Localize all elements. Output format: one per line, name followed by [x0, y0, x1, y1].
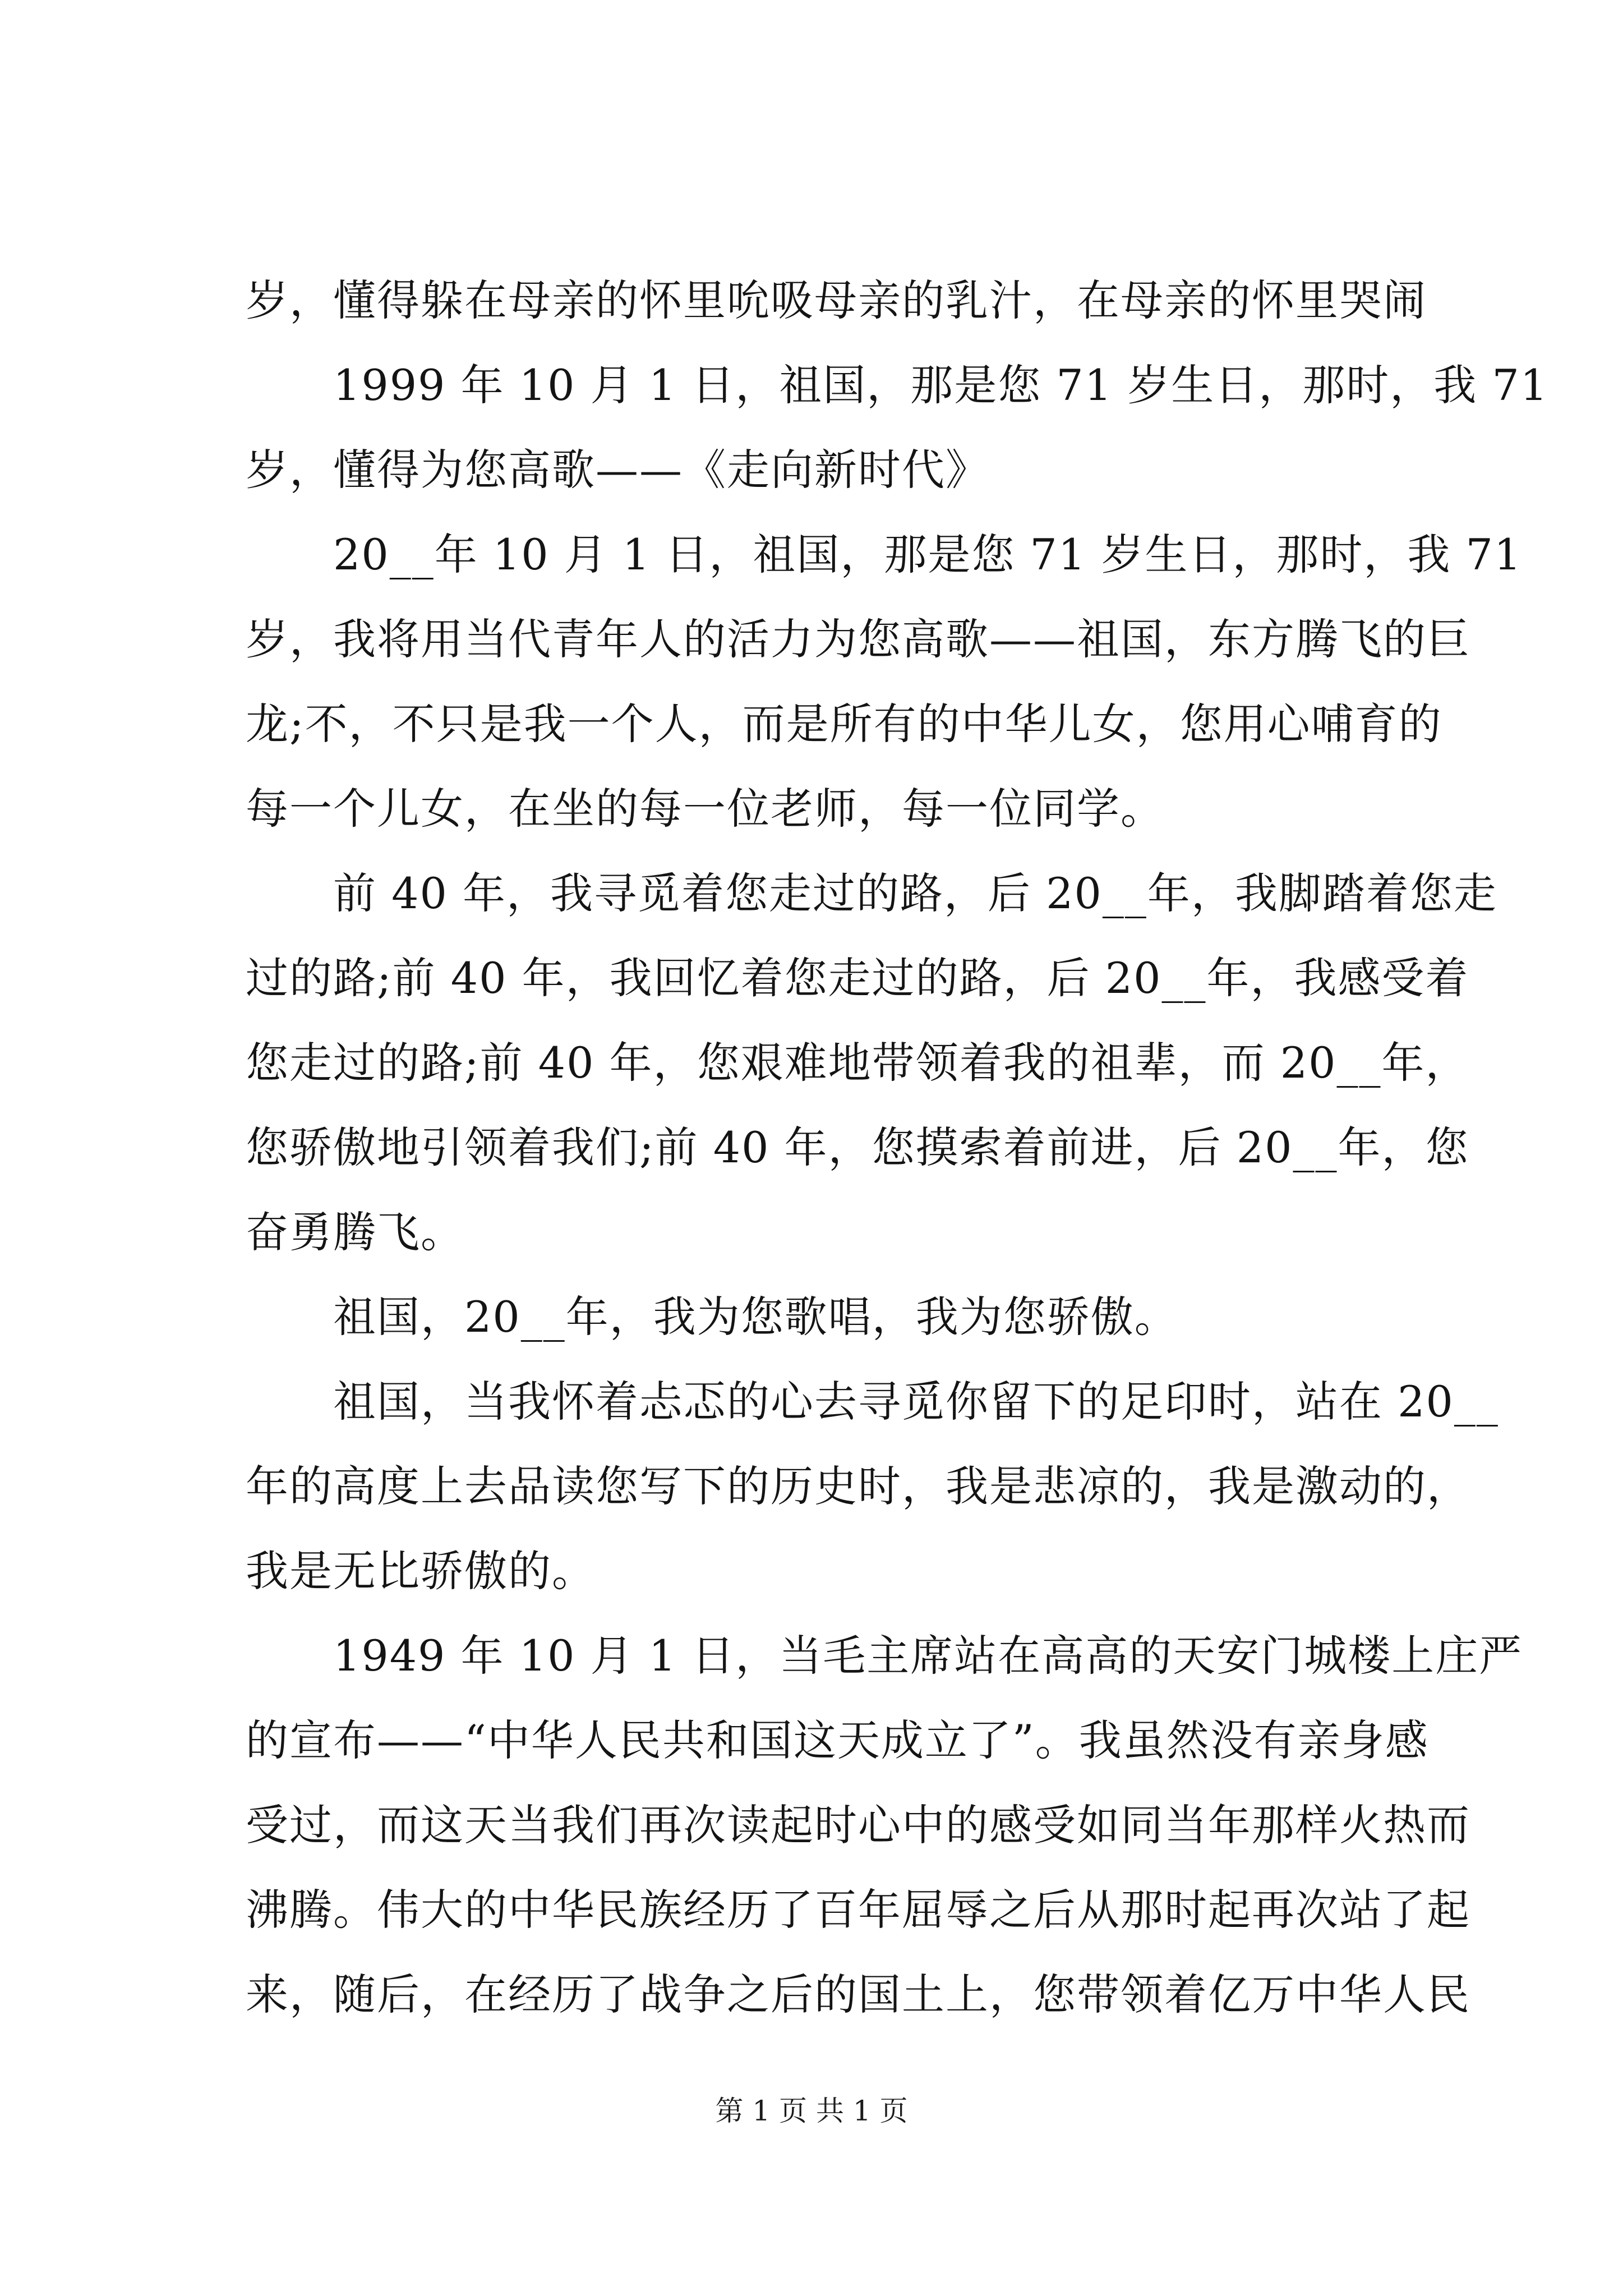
text-line: 的宣布——“中华人民共和国这天成立了”。我虽然没有亲身感: [246, 1715, 1429, 1765]
text-line: 您骄傲地引领着我们;前 40 年，您摸索着前进，后 20__年，您: [246, 1122, 1469, 1172]
text-line: 1949 年 10 月 1 日，当毛主席站在高高的天安门城楼上庄严: [246, 1631, 1523, 1681]
text-line: 沸腾。伟大的中华民族经历了百年屈辱之后从那时起再次站了起: [246, 1885, 1470, 1935]
text-line: 您走过的路;前 40 年，您艰难地带领着我的祖辈，而 20__年，: [246, 1038, 1469, 1088]
text-line: 我是无比骄傲的。: [246, 1546, 596, 1596]
text-line: 年的高度上去品读您写下的历史时，我是悲凉的，我是激动的，: [246, 1461, 1470, 1511]
text-line: 每一个儿女，在坐的每一位老师，每一位同学。: [246, 784, 1164, 834]
body-text: [246, 258, 1549, 2037]
text-line: 1999 年 10 月 1 日，祖国，那是您 71 岁生日，那时，我 71: [246, 360, 1549, 410]
text-line: 龙;不，不只是我一个人，而是所有的中华儿女，您用心哺育的: [246, 699, 1442, 749]
text-line: 过的路;前 40 年，我回忆着您走过的路，后 20__年，我感受着: [246, 953, 1469, 1003]
text-line: 前 40 年，我寻觅着您走过的路，后 20__年，我脚踏着您走: [246, 868, 1497, 918]
text-line: 祖国，20__年，我为您歌唱，我为您骄傲。: [246, 1292, 1178, 1342]
text-line: 20__年 10 月 1 日，祖国，那是您 71 岁生日，那时，我 71: [246, 530, 1523, 579]
text-line: 来，随后，在经历了战争之后的国土上，您带领着亿万中华人民: [246, 1970, 1470, 2019]
text-line: 岁，懂得躲在母亲的怀里吮吸母亲的乳汁，在母亲的怀里哭闹: [246, 275, 1427, 325]
text-line: 岁，我将用当代青年人的活力为您高歌——祖国，东方腾飞的巨: [246, 614, 1470, 664]
text-line: 祖国，当我怀着忐忑的心去寻觅你留下的足印时，站在 20__: [246, 1377, 1499, 1427]
text-line: 奋勇腾飞。: [246, 1207, 464, 1257]
text-line: 岁，懂得为您高歌——《走向新时代》: [246, 445, 989, 495]
text-line: 受过，而这天当我们再次读起时心中的感受如同当年那样火热而: [246, 1800, 1470, 1850]
page-footer: 第 1 页 共 1 页: [715, 2095, 908, 2127]
